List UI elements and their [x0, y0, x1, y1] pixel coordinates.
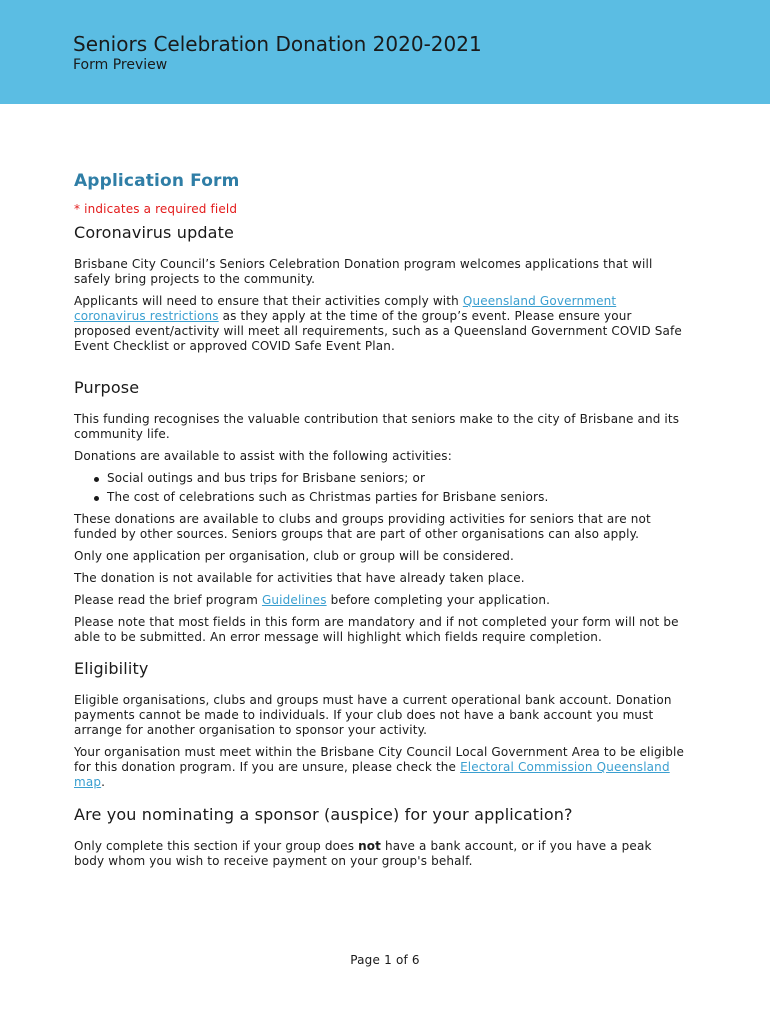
- coronavirus-heading: Coronavirus update: [74, 223, 235, 242]
- purpose-paragraph-4: Only one application per organisation, club or group will be considered.: [74, 549, 514, 563]
- qld-coronavirus-restrictions-link[interactable]: Queensland Government coronavirus restrictions: [74, 294, 617, 323]
- coronavirus-paragraph-1: Brisbane City Council’s Seniors Celebration Donation program welcomes applications that will safely bring projects to the community.: [74, 257, 653, 286]
- list-item: Social outings and bus trips for Brisbane seniors; or: [94, 471, 684, 486]
- purpose-paragraph-7: Please note that most fields in this form are mandatory and if not completed your form will not be able to be submitted. An error message will highlight which fields require completion.: [74, 615, 679, 644]
- page-title: Seniors Celebration Donation 2020-2021: [73, 32, 482, 56]
- emphasis-text: not: [358, 839, 382, 853]
- text-span: Only complete this section if your group does: [74, 839, 359, 853]
- sponsor-heading: Are you nominating a sponsor (auspice) for your application?: [74, 805, 573, 824]
- page-header: [0, 0, 770, 104]
- page-subtitle: Form Preview: [73, 57, 168, 73]
- purpose-paragraph-2: Donations are available to assist with the following activities:: [74, 449, 452, 463]
- text-span: as they apply at the time of the group’s event. Please ensure your proposed event/activity will meet all requirements, such as a Queensland Government COVID Safe Event Checklist or approved COVID Safe Event Plan.: [74, 309, 682, 353]
- text-span: Please read the brief program: [74, 593, 262, 607]
- form-content: [74, 170, 684, 876]
- list-item: The cost of celebrations such as Christmas parties for Brisbane seniors.: [94, 490, 684, 505]
- eligibility-paragraph-2: [74, 745, 684, 790]
- purpose-paragraph-3: These donations are available to clubs and groups providing activities for seniors that are not funded by other sources. Seniors groups that are part of other organisations can also apply.: [74, 512, 651, 541]
- eligibility-paragraph-1: Eligible organisations, clubs and groups must have a current operational bank account. Donation payments cannot be made to individuals. If your club does not have a bank account you must arrange for another organisation to sponsor your activity.: [74, 693, 672, 737]
- purpose-paragraph-1: This funding recognises the valuable contribution that seniors make to the city of Brisbane and its community life.: [74, 412, 680, 441]
- activities-list: [74, 471, 684, 505]
- eligibility-heading: Eligibility: [74, 659, 149, 678]
- text-span: .: [101, 775, 106, 789]
- page-number: Page 1 of 6: [350, 953, 420, 967]
- text-span: Applicants will need to ensure that their activities comply with: [74, 294, 463, 308]
- form-title: Application Form: [74, 171, 240, 191]
- coronavirus-paragraph-2: [74, 294, 684, 354]
- electoral-commission-map-link[interactable]: Electoral Commission Queensland map: [74, 760, 670, 789]
- purpose-heading: Purpose: [74, 378, 140, 397]
- text-span: before completing your application.: [326, 593, 551, 607]
- text-span: Your organisation must meet within the Brisbane City Council Local Government Area to be eligible for this donation program. If you are unsure, please check the: [74, 745, 685, 774]
- purpose-paragraph-6: [74, 593, 684, 608]
- sponsor-paragraph: [74, 839, 684, 869]
- text-span: have a bank account, or if you have a peak body whom you wish to receive payment on your group's behalf.: [74, 839, 652, 868]
- guidelines-link[interactable]: Guidelines: [261, 593, 327, 607]
- purpose-paragraph-5: The donation is not available for activities that have already taken place.: [74, 571, 525, 585]
- required-field-note: * indicates a required field: [74, 202, 238, 216]
